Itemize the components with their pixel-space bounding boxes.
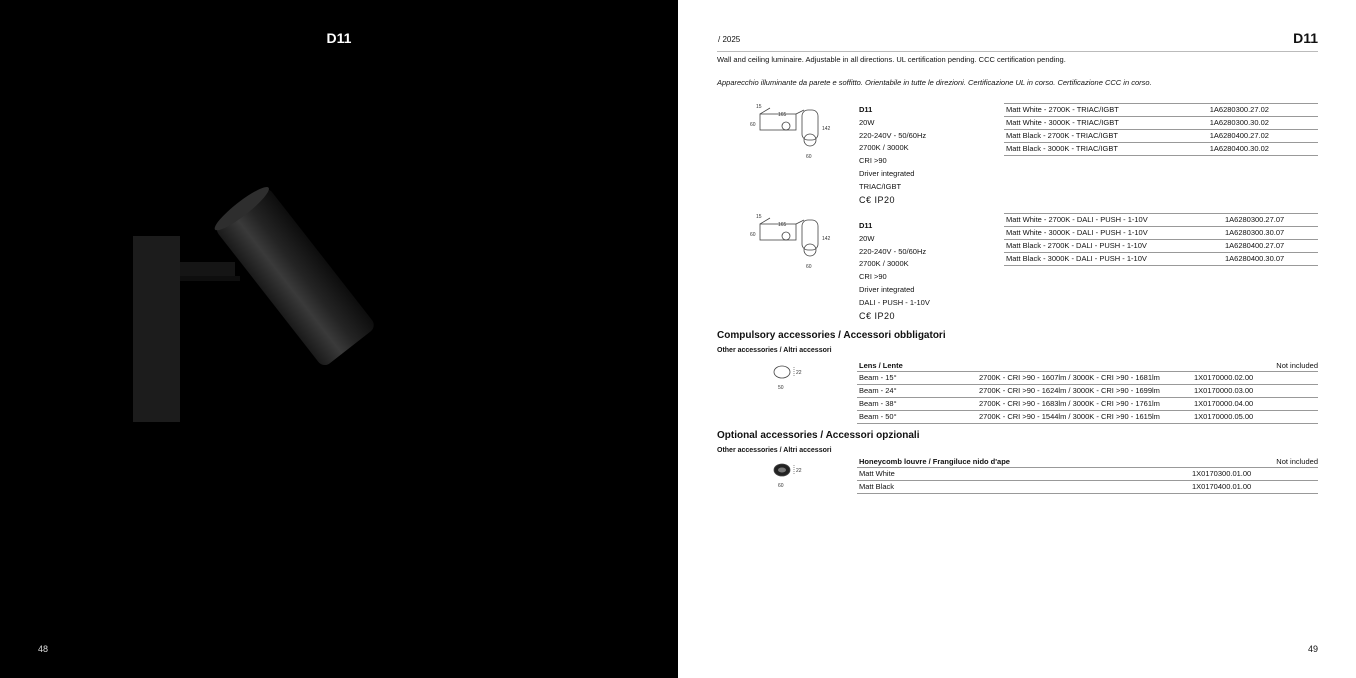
product-2-variants-table bbox=[1004, 213, 1318, 266]
lens-status: Not included bbox=[1276, 361, 1318, 370]
svg-text:15: 15 bbox=[756, 214, 762, 220]
spec-line: CRI >90 bbox=[859, 156, 887, 166]
svg-text:60: 60 bbox=[750, 232, 756, 238]
description-it: Apparecchio illuminante da parete e soffitto. Orientabile in tutte le direzioni. Certificazione UL in corso. Certificazione CCC in corso. bbox=[717, 78, 1152, 87]
table-row: Beam - 15° 2700K - CRI >90 - 1607lm / 3000K - CRI >90 - 1681lm 1X0170000.02.00 bbox=[857, 372, 1318, 385]
right-page-title: D11 bbox=[1293, 30, 1318, 46]
svg-text:142: 142 bbox=[822, 126, 831, 132]
technical-drawing-2 bbox=[746, 210, 836, 272]
year-label: / 2025 bbox=[718, 35, 741, 44]
table-row: Matt Black - 3000K - TRIAC/IGBT 1A6280400.30.02 bbox=[1004, 142, 1318, 155]
compulsory-heading: Compulsory accessories / Accessori obbligatori bbox=[717, 330, 946, 341]
table-row: Beam - 24° 2700K - CRI >90 - 1624lm / 3000K - CRI >90 - 1699lm 1X0170000.03.00 bbox=[857, 384, 1318, 397]
svg-text:60: 60 bbox=[750, 122, 756, 128]
table-row: Matt Black - 2700K - TRIAC/IGBT 1A6280400.27.02 bbox=[1004, 129, 1318, 142]
table-row: Matt White - 3000K - DALI - PUSH - 1-10V 1A6280300.30.07 bbox=[1004, 226, 1318, 239]
optional-heading: Optional accessories / Accessori opzionali bbox=[717, 430, 920, 441]
table-row: Matt White 1X0170300.01.00 bbox=[857, 468, 1318, 481]
svg-text:165: 165 bbox=[778, 222, 787, 228]
svg-text:142: 142 bbox=[822, 236, 831, 242]
arm bbox=[180, 262, 235, 278]
louvre-table bbox=[857, 467, 1318, 494]
svg-text:165: 165 bbox=[778, 112, 787, 118]
louvre-status: Not included bbox=[1276, 457, 1318, 466]
svg-text:50: 50 bbox=[778, 385, 784, 391]
compulsory-subheading: Other accessories / Altri accessori bbox=[717, 347, 832, 354]
louvre-title: Honeycomb louvre / Frangiluce nido d'ape bbox=[859, 457, 1010, 466]
spec-line: 20W bbox=[859, 233, 875, 243]
table-row: Beam - 50° 2700K - CRI >90 - 1544lm / 3000K - CRI >90 - 1615lm 1X0170000.05.00 bbox=[857, 410, 1318, 423]
left-page-title: D11 bbox=[326, 30, 352, 46]
spec-line: 20W bbox=[859, 117, 875, 127]
table-row: Matt White - 2700K - TRIAC/IGBT 1A6280300.27.02 bbox=[1004, 104, 1318, 117]
louvre-drawing bbox=[770, 460, 810, 490]
spec-line: TRIAC/IGBT bbox=[859, 181, 902, 191]
optional-subheading: Other accessories / Altri accessori bbox=[717, 447, 832, 454]
table-row: Beam - 38° 2700K - CRI >90 - 1683lm / 3000K - CRI >90 - 1761lm 1X0170000.04.00 bbox=[857, 397, 1318, 410]
table-row: Matt White - 3000K - TRIAC/IGBT 1A6280300.30.02 bbox=[1004, 116, 1318, 129]
lens-table bbox=[857, 371, 1318, 424]
certification-marks: C€ IP20 bbox=[859, 194, 896, 205]
wall-plate bbox=[133, 236, 180, 422]
description-en: Wall and ceiling luminaire. Adjustable in all directions. UL certification pending. CCC certification pending. bbox=[717, 55, 1066, 64]
svg-text:15: 15 bbox=[756, 104, 762, 110]
header-divider bbox=[717, 51, 1318, 52]
table-row: Matt Black 1X0170400.01.00 bbox=[857, 480, 1318, 493]
product-2-specs bbox=[859, 220, 930, 322]
lens-header bbox=[859, 361, 1318, 370]
product-1-specs bbox=[859, 104, 926, 206]
spec-line: 220-240V - 50/60Hz bbox=[859, 246, 927, 256]
svg-text:22: 22 bbox=[796, 468, 802, 474]
table-row: Matt Black - 2700K - DALI - PUSH - 1-10V 1A6280400.27.07 bbox=[1004, 239, 1318, 252]
lens-title: Lens / Lente bbox=[859, 361, 903, 370]
right-page bbox=[678, 0, 1356, 678]
spec-line: 220-240V - 50/60Hz bbox=[859, 130, 927, 140]
svg-text:60: 60 bbox=[806, 154, 812, 160]
table-row: Matt White - 2700K - DALI - PUSH - 1-10V 1A6280300.27.07 bbox=[1004, 214, 1318, 227]
technical-drawing-1 bbox=[746, 100, 836, 162]
certification-marks: C€ IP20 bbox=[859, 310, 896, 321]
spec-line: 2700K / 3000K bbox=[859, 259, 909, 269]
table-row: Matt Black - 3000K - DALI - PUSH - 1-10V 1A6280400.30.07 bbox=[1004, 252, 1318, 265]
spec-line: D11 bbox=[859, 221, 873, 230]
product-1-variants-table bbox=[1004, 103, 1318, 156]
svg-text:60: 60 bbox=[778, 483, 784, 489]
svg-text:22: 22 bbox=[796, 370, 802, 376]
spec-line: Driver integrated bbox=[859, 284, 915, 294]
left-page-number: 48 bbox=[38, 644, 49, 654]
svg-text:60: 60 bbox=[806, 264, 812, 270]
lens-drawing bbox=[770, 362, 810, 392]
spec-line: D11 bbox=[859, 105, 873, 114]
louvre-header bbox=[859, 457, 1318, 466]
spec-line: CRI >90 bbox=[859, 272, 887, 282]
right-page-number: 49 bbox=[1307, 644, 1318, 654]
spec-line: DALI - PUSH - 1-10V bbox=[859, 297, 930, 307]
spec-line: 2700K / 3000K bbox=[859, 143, 909, 153]
spec-line: Driver integrated bbox=[859, 168, 915, 178]
